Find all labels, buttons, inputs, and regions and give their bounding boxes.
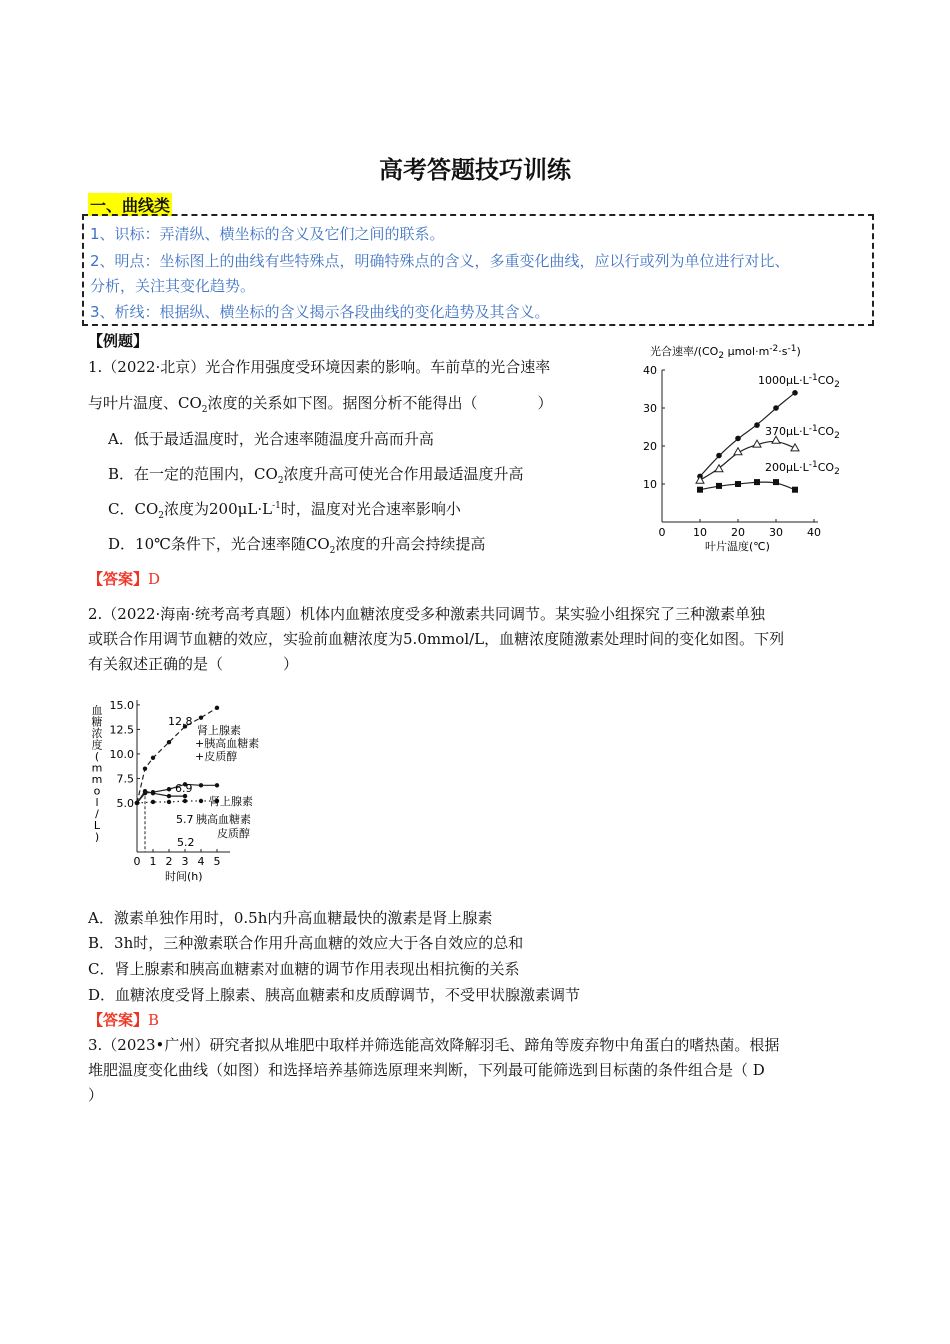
chart2-point	[167, 740, 171, 744]
chart2-legend-epinephrine: 肾上腺素	[209, 795, 253, 808]
chart2-point	[143, 789, 147, 793]
chart2-y-tick-label: 10.0	[109, 747, 134, 761]
q2-option-a: A．激素单独作用时，0.5h内升高血糖最快的激素是肾上腺素	[88, 909, 493, 927]
chart1-point-square	[792, 487, 798, 493]
chart2-xlabel: 时间(h)	[165, 870, 203, 883]
chart2-point	[167, 787, 171, 791]
chart1-point-square	[773, 479, 779, 485]
chart1-point-square	[735, 481, 741, 487]
chart2-legend-combo-3: +皮质醇	[195, 750, 238, 763]
chart2-ylabel-char: )	[94, 830, 100, 844]
q3-stem-3: ）	[88, 1086, 104, 1104]
chart1-legend-370: $370\mu L\cdot L^{-1}CO_2$	[765, 424, 840, 441]
chart1-ylabel: 光合速率$/(CO_2$ $\mu mol\cdot m^{-2}\cdot s^{-1}$)	[650, 344, 801, 361]
q1-stem-1: 1.（2022·北京）光合作用强度受环境因素的影响。车前草的光合速率	[88, 358, 551, 376]
q1-option-c: C．$CO_2$浓度为$200\mu L\cdot L^{-1}$时，温度对光合速率影响小	[108, 500, 461, 521]
chart2-series-line	[137, 801, 217, 803]
chart1-legend-200: $200\mu L\cdot L^{-1}CO_2$	[765, 460, 840, 477]
tip-line-2: 2、明点：坐标图上的曲线有些特殊点，明确特殊点的含义，多重变化曲线，应以行或列为单位进行对比、	[90, 252, 790, 270]
chart1-point-square	[697, 487, 703, 493]
chart2-ylabel-char: l	[95, 796, 99, 809]
chart1-point-circle	[792, 390, 798, 396]
chart2-legend-glucagon: 胰高血糖素	[196, 813, 251, 826]
chart2-point	[215, 706, 219, 710]
chart2-annotation-6.9: 6.9	[175, 782, 193, 795]
chart2-annotation-5.2: 5.2	[177, 836, 195, 849]
chart1-point-triangle	[696, 476, 704, 483]
chart2-point	[151, 791, 155, 795]
q2-stem-2: 或联合作用调节血糖的效应，实验前血糖浓度为5.0mmol/L，血糖浓度随激素处理时间的变化如图。下列	[88, 630, 785, 648]
chart1-legend-1000: $1000\mu L\cdot L^{-1}CO_2$	[758, 373, 840, 390]
chart2-legend-combo-1: 肾上腺素	[197, 724, 241, 737]
chart1-point-circle	[735, 436, 741, 442]
chart1-x-tick-label: 40	[807, 526, 821, 539]
chart2-x-tick-label: 5	[213, 855, 221, 868]
q2-stem-3: 有关叙述正确的是（ ）	[88, 655, 299, 673]
chart2-y-tick-label: 15.0	[109, 698, 134, 712]
q2-stem-1: 2.（2022·海南·统考高考真题）机体内血糖浓度受多种激素共同调节。某实验小组探究了三种激素单独	[88, 605, 766, 623]
blood-glucose-chart	[85, 690, 315, 890]
chart2-ylabel-char: m	[91, 773, 103, 786]
q1-option-b: B．在一定的范围内，$CO_2$浓度升高可使光合作用最适温度升高	[108, 465, 524, 486]
q3-stem-1: 3.（2023•广州）研究者拟从堆肥中取样并筛选能高效降解羽毛、蹄角等废弃物中角蛋白的嗜热菌。根据	[88, 1036, 780, 1054]
tip-line-3: 分析，关注其变化趋势。	[90, 277, 256, 295]
tip-line-1: 1、识标：弄清纵、横坐标的含义及它们之间的联系。	[90, 225, 445, 243]
chart2-point	[151, 756, 155, 760]
chart2-annotation-5.7: 5.7	[176, 813, 194, 826]
chart1-x-tick-label: 0	[658, 526, 666, 539]
chart1-y-tick-label: 40	[643, 364, 657, 377]
tip-line-4: 3、析线：根据纵、横坐标的含义揭示各段曲线的变化趋势及其含义。	[90, 303, 550, 321]
chart2-point	[135, 801, 139, 805]
chart2-x-tick-label: 2	[165, 855, 173, 868]
q1-answer: 【答案】D	[88, 570, 161, 588]
chart2-point	[143, 766, 147, 770]
chart2-point	[167, 800, 171, 804]
chart2-point	[215, 783, 219, 787]
chart2-legend-combo-2: +胰高血糖素	[195, 737, 260, 750]
chart1-y-tick-label: 30	[643, 402, 657, 415]
section-heading: 一、曲线类	[88, 193, 172, 216]
chart2-ylabel-char: 血	[91, 704, 103, 717]
chart2-point	[151, 800, 155, 804]
q1-stem-2: 与叶片温度、$CO_2$浓度的关系如下图。据图分析不能得出（ ）	[88, 394, 553, 415]
chart2-legend-cortisol: 皮质醇	[217, 827, 250, 840]
chart1-x-tick-label: 20	[731, 526, 745, 539]
chart2-ylabel-char: 糖	[91, 715, 103, 729]
q2-answer: 【答案】B	[88, 1011, 160, 1029]
chart2-y-tick-label: 5.0	[116, 796, 134, 810]
chart2-ylabel-char: (	[94, 750, 100, 763]
chart2-x-tick-label: 1	[149, 855, 157, 868]
page-title: 高考答题技巧训练	[379, 156, 571, 184]
q2-option-c: C．肾上腺素和胰高血糖素对血糖的调节作用表现出相抗衡的关系	[88, 960, 520, 978]
chart1-point-square	[716, 483, 722, 489]
q2-option-b: B．3h时，三种激素联合作用升高血糖的效应大于各自效应的总和	[88, 934, 524, 952]
chart2-ylabel-char: o	[93, 784, 101, 798]
chart1-series-line	[700, 482, 795, 490]
chart2-ylabel-char: 度	[91, 738, 103, 752]
chart1-y-tick-label: 20	[643, 440, 657, 453]
chart2-ylabel-char: L	[93, 819, 101, 832]
chart1-point-circle	[754, 422, 760, 428]
chart2-y-tick-label: 7.5	[116, 772, 134, 786]
chart1-y-tick-label: 10	[643, 478, 657, 491]
chart2-x-tick-label: 3	[181, 855, 189, 868]
q1-option-d: D．10℃条件下，光合速率随$CO_2$浓度的升高会持续提高	[108, 535, 486, 556]
chart2-x-tick-label: 0	[133, 855, 141, 868]
chart1-x-tick-label: 30	[769, 526, 783, 539]
chart2-annotation-12.8: 12.8	[168, 715, 193, 728]
chart2-point	[199, 783, 203, 787]
example-label: 【例题】	[88, 332, 149, 350]
chart2-point	[167, 794, 171, 798]
chart1-xlabel: 叶片温度(℃)	[705, 540, 770, 553]
q2-option-d: D．血糖浓度受肾上腺素、胰高血糖素和皮质醇调节，不受甲状腺激素调节	[88, 986, 581, 1004]
q1-option-a: A．低于最适温度时，光合速率随温度升高而升高	[108, 430, 434, 448]
chart1-point-circle	[716, 453, 722, 459]
chart1-point-square	[754, 479, 760, 485]
photosynthesis-chart	[640, 340, 870, 560]
chart1-point-circle	[773, 405, 779, 411]
chart2-ylabel-char: m	[91, 761, 103, 775]
chart2-y-tick-label: 12.5	[109, 723, 134, 737]
chart2-ylabel-char: /	[95, 807, 99, 821]
chart2-ylabel-char: 浓	[91, 727, 103, 740]
chart1-x-tick-label: 10	[693, 526, 707, 539]
chart2-x-tick-label: 4	[197, 855, 205, 868]
q3-stem-2: 堆肥温度变化曲线（如图）和选择培养基筛选原理来判断，下列最可能筛选到目标菌的条件组合是（ D	[88, 1061, 765, 1079]
chart2-point	[199, 715, 203, 719]
chart2-point	[183, 799, 187, 803]
chart2-point	[199, 799, 203, 803]
